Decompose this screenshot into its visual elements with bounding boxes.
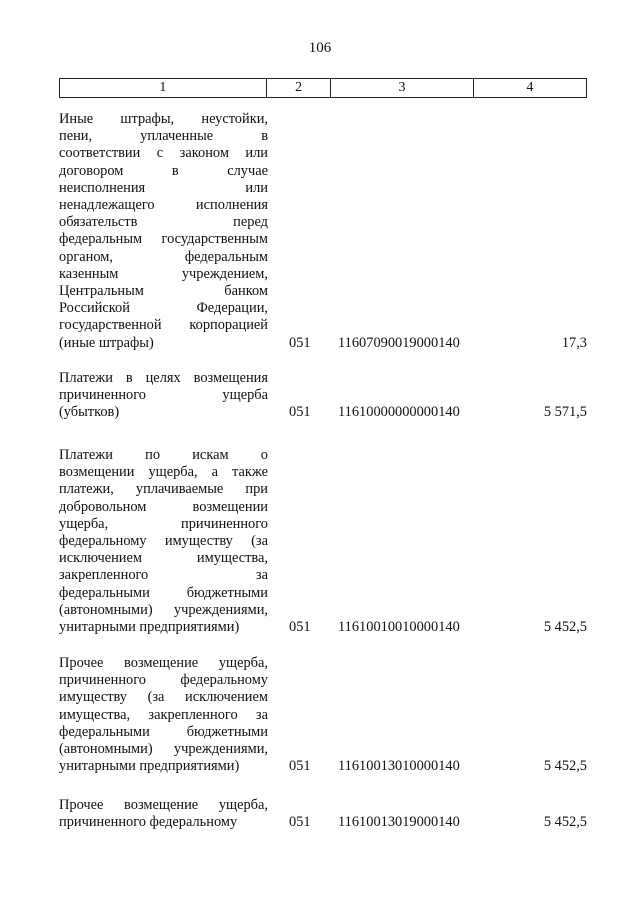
page-number: 106 [308, 40, 332, 56]
description-line: имущества, закрепленного за [59, 706, 268, 723]
description-line: федеральными бюджетными [59, 723, 268, 740]
amount: 5 452,5 [543, 814, 587, 831]
description-line: федеральными бюджетными [59, 584, 268, 601]
budget-code: 11610000000000140 [338, 404, 460, 421]
admin-code: 051 [289, 618, 311, 635]
description-line: платежи, уплачиваемые при [59, 481, 268, 498]
description-line: Российской Федерации, [59, 300, 268, 317]
admin-code: 051 [289, 814, 311, 831]
amount: 5 571,5 [543, 404, 587, 421]
description-line: (убытков) [59, 404, 120, 421]
description-line: Прочее возмещение ущерба, [59, 797, 268, 813]
table-row [59, 370, 587, 422]
budget-code: 11610013010000140 [338, 758, 460, 775]
header-col-4: 4 [526, 80, 534, 95]
description-line: казенным учреждением, [59, 265, 268, 282]
table-header [59, 78, 587, 98]
description-line: (автономными) учреждениями, [59, 601, 268, 618]
table-row [59, 797, 587, 831]
description-line: Прочее возмещение ущерба, [59, 655, 268, 671]
description-line: Платежи в целях возмещения [59, 370, 268, 386]
description-line: государственной корпорацией [59, 317, 268, 334]
row-description [59, 370, 268, 422]
budget-code: 11607090019000140 [338, 334, 460, 351]
description-line: причиненного федеральному [59, 814, 238, 831]
description-line: Иные штрафы, неустойки, [59, 111, 268, 127]
description-line: Платежи по искам о [59, 447, 268, 463]
header-col-3: 3 [331, 79, 473, 97]
row-description [59, 111, 268, 352]
description-line: добровольном возмещении [59, 498, 268, 515]
description-line: (автономными) учреждениями, [59, 741, 268, 758]
description-line: унитарными предприятиями) [59, 619, 240, 636]
admin-code: 051 [289, 758, 311, 775]
table-row [59, 111, 587, 352]
description-line: (иные штрафы) [59, 334, 154, 351]
description-line: закрепленного за [59, 567, 268, 584]
budget-code: 11610010010000140 [338, 618, 460, 635]
amount: 17,3 [561, 334, 587, 351]
admin-code: 051 [289, 334, 311, 351]
description-line: органом, федеральным [59, 248, 268, 265]
description-line: соответствии с законом или [59, 145, 268, 162]
description-line: имуществу (за исключением [59, 689, 268, 706]
table-row [59, 447, 587, 636]
admin-code: 051 [289, 404, 311, 421]
row-description [59, 797, 268, 831]
description-line: исключением имущества, [59, 550, 268, 567]
description-line: Центральным банком [59, 283, 268, 300]
row-description [59, 655, 268, 775]
description-line: обязательств перед [59, 214, 268, 231]
description-line: федеральному имуществу (за [59, 533, 268, 550]
description-line: унитарными предприятиями) [59, 758, 240, 775]
table-row [59, 655, 587, 775]
description-line: федеральным государственным [59, 231, 268, 248]
description-line: договором в случае [59, 162, 268, 179]
budget-code: 11610013019000140 [338, 814, 460, 831]
description-line: причиненного ущерба [59, 387, 268, 404]
header-col-2: 2 [267, 79, 332, 97]
amount: 5 452,5 [543, 758, 587, 775]
description-line: возмещении ущерба, а также [59, 464, 268, 481]
amount: 5 452,5 [543, 618, 587, 635]
description-line: неисполнения или [59, 179, 268, 196]
description-line: пени, уплаченные в [59, 128, 268, 145]
description-line: ущерба, причиненного [59, 515, 268, 532]
description-line: ненадлежащего исполнения [59, 197, 268, 214]
header-col-1: 1 [60, 79, 267, 97]
row-description [59, 447, 268, 636]
description-line: причиненного федеральному [59, 672, 268, 689]
